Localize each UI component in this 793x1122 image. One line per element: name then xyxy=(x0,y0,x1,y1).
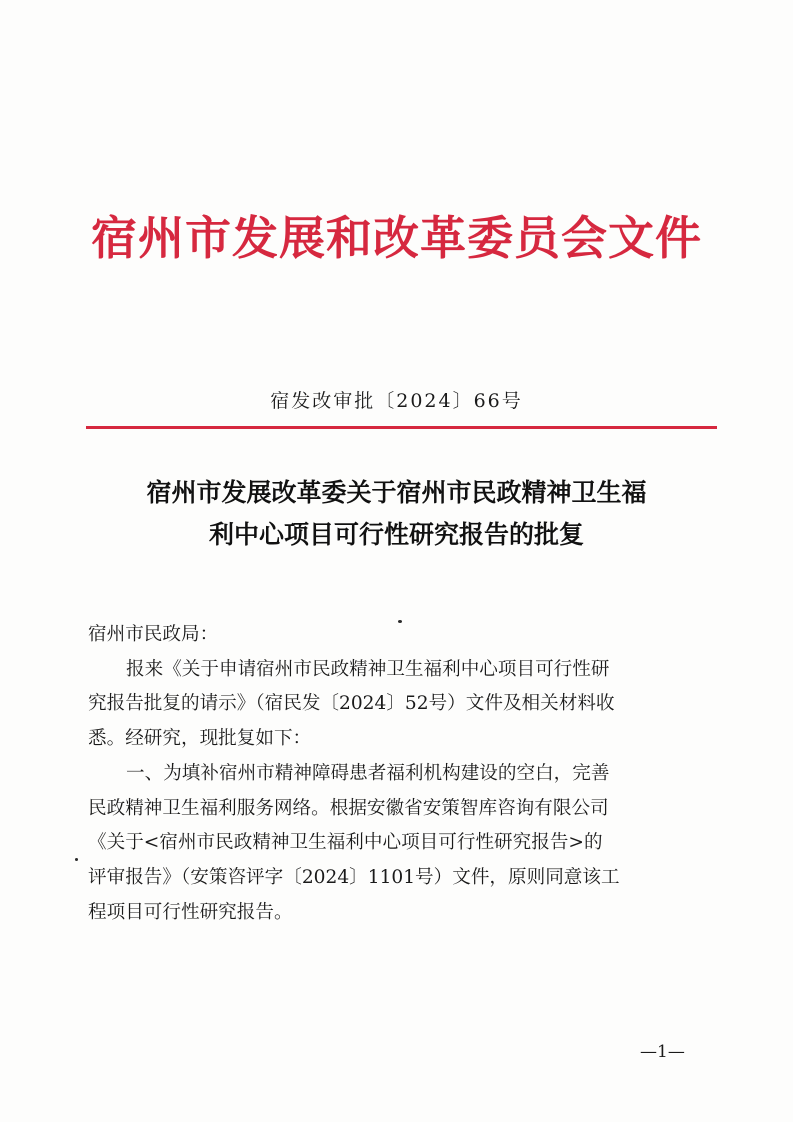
title-line: 利中心项目可行性研究报告的批复 xyxy=(208,520,584,549)
document-number: 宿发改审批〔2024〕66号 xyxy=(270,390,523,412)
paragraph-line: 民政精神卫生福利服务网络。根据安徽省安策智库咨询有限公司 xyxy=(88,797,609,819)
paragraph-line: 一、为填补宿州市精神障碍患者福利机构建设的空白，完善 xyxy=(126,762,610,784)
title-line: 宿州市发展改革委关于宿州市民政精神卫生福 xyxy=(146,478,647,507)
page-number: —1— xyxy=(640,1042,685,1062)
scan-speck xyxy=(75,858,78,861)
paragraph-line: 报来《关于申请宿州市民政精神卫生福利中心项目可行性研 xyxy=(126,658,610,680)
issuer-masthead: 宿州市发展和改革委员会文件 xyxy=(91,211,702,265)
salutation: 宿州市民政局： xyxy=(88,624,219,645)
paragraph-line: 究报告批复的请示》（宿民发〔2024〕52号）文件及相关材料收 xyxy=(88,693,615,715)
red-separator-rule xyxy=(86,426,717,429)
document-body xyxy=(88,618,708,930)
paragraph-line: 程项目可行性研究报告。 xyxy=(88,901,293,923)
scan-speck xyxy=(398,620,402,623)
paragraph-line: 《关于<宿州市民政精神卫生福利中心项目可行性研究报告>的 xyxy=(88,832,603,854)
document-title xyxy=(70,472,723,556)
paragraph-line: 评审报告》（安策咨评字〔2024〕1101号）文件，原则同意该工 xyxy=(88,866,620,888)
paragraph-line: 悉。经研究，现批复如下： xyxy=(88,728,312,750)
